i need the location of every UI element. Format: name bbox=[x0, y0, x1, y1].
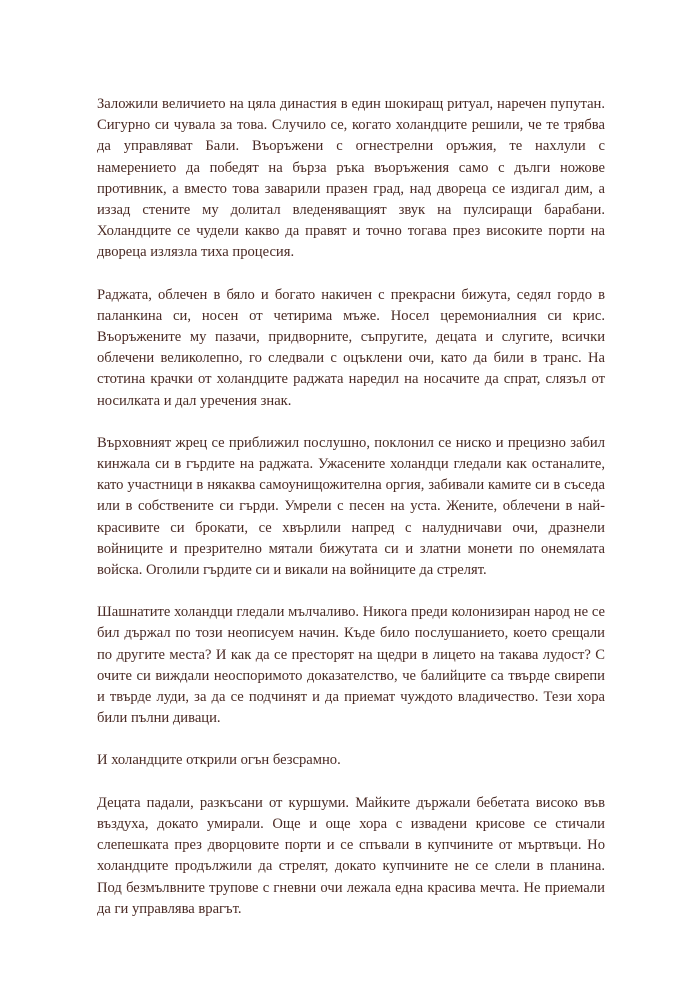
paragraph-dutch-open-fire: И холандците открили огън безсрамно. bbox=[97, 752, 341, 769]
paragraph-dutch-stunned: Шашнатите холандци гледали мълчаливо. Никога преди колонизиран народ не се бил държал по този неописуем начин. Къде било послушанието, което срещали по другите места? И как да се престорят на щедри в лицето на такава лудост? С очите си виждали неоспоримото доказателство, че балийците са твърде свирепи и твърде луди, за да се подчинят и да приемат чуждото владичество. Тези хора били пълни диваци. bbox=[97, 604, 605, 727]
paragraph-raja-procession: Раджата, облечен в бяло и богато накичен с прекрасни бижута, седял гордо в паланкина си, носен от четирима мъже. Носел церемониалния си крис. Въоръжените му пазачи, придворните, съпругите, децата и слугите, всички облечени великолепно, го следвали с оцъклени очи, като да били в транс. На стотина крачки от холандците раджата наредил на носачите да спрат, слязъл от носилката и дал уречения знак. bbox=[97, 286, 605, 409]
paragraph-pupputan-intro: Заложили величието на цяла династия в един шокиращ ритуал, наречен пупутан. Сигурно си чувала за това. Случило се, когато холандците решили, че те трябва да управляват Бали. Въоръжени с огнестрелни оръжия, те нахлули с намерението да победят на бърза ръка въоръжения само с дълги ножове противник, а вместо това заварили празен град, над двореца се издигал дим, а иззад стените му долитал вледеняващият звук на пулсиращи барабани. Холандците се чудели какво да правят и точно тогава през високите порти на двореца излязла тиха процесия. bbox=[97, 96, 605, 261]
paragraph-children-fall: Децата падали, разкъсани от куршуми. Майките държали бебетата високо във въздуха, докато умирали. Още и още хора с извадени крисове се стичали слепешката през дворцовите порти и се спъвали в купчините от мъртвъци. Но холандците продължили да стрелят, докато купчините не се слели в планина. Под безмълвните трупове с гневни очи лежала една красива мечта. Не приемали да ги управлява врагът. bbox=[97, 794, 605, 917]
body-text bbox=[97, 94, 605, 941]
paragraph-high-priest: Върховният жрец се приближил послушно, поклонил се ниско и прецизно забил кинжала си в гърдите на раджата. Ужасените холандци гледали как останалите, като участници в някаква самоунищожителна оргия, забивали камите си в съседа или в собствените си гърди. Умрели с песен на уста. Жените, облечени в най-красивите си брокати, се хвърлили напред с налудничави очи, дразнели войниците и презрително мятали бижутата си и златни монети по онемялата войска. Оголили гърдите си и викали на войниците да стрелят. bbox=[97, 434, 605, 579]
